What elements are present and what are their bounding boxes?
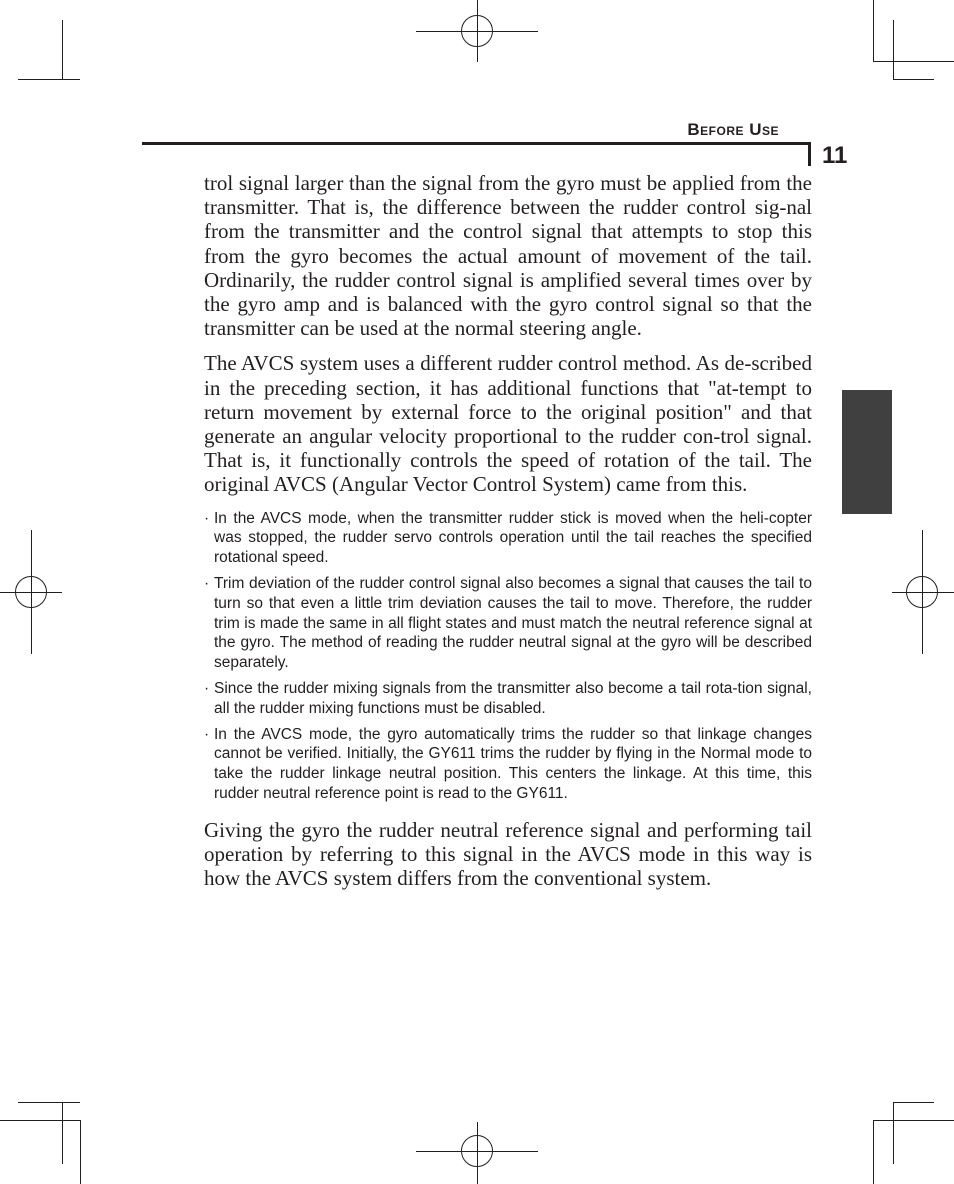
crop-mark [80,1120,81,1184]
crop-mark [873,0,874,62]
chapter-thumb-tab [842,390,892,514]
crop-mark [893,79,934,80]
body-paragraph: trol signal larger than the signal from the gyro must be applied from the transmitter. That is, the difference between the rudder control sig-nal from the transmitter and the control signal that attempts to stop this from the gyro becomes the actual amount of movement of the tail. Ordinarily, the rudder control signal is amplified several times over by the gyro amp and is balanced with the gyro control signal so that the transmitter can be used at the normal steering angle. [204,171,812,341]
header-tick [808,142,811,166]
crop-mark [893,20,894,80]
note-item [204,509,812,568]
bullet-dot: · [204,680,210,698]
note-text: In the AVCS mode, the gyro automatically trims the rudder so that linkage changes cannot be verified. Initially, the GY611 trims the rudder by flying in the Normal mode to take the rudder linkage neutral position. This centers the linkage. At this time, this rudder neutral reference point is read to the GY611. [214,725,812,802]
crop-mark [893,1102,934,1103]
page-content [204,171,812,901]
registration-circle [461,1135,493,1167]
body-paragraph: The AVCS system uses a different rudder control method. As de-scribed in the preceding section, it has additional functions that "at-tempt to return movement by external force to the original position" and that generate an angular velocity proportional to the rudder con-trol signal. That is, it functionally controls the speed of rotation of the tail. The original AVCS (Angular Vector Control System) came from this. [204,351,812,497]
registration-circle [461,15,493,47]
closing-paragraph: Giving the gyro the rudder neutral reference signal and performing tail operation by referring to this signal in the AVCS mode in this way is how the AVCS system differs from the conventional system. [204,817,812,891]
crop-mark [0,1120,80,1121]
section-title: Before Use [687,120,779,139]
note-item [204,725,812,804]
bullet-dot: · [204,509,210,527]
header-rule [142,142,811,145]
registration-circle [15,576,47,608]
crop-mark [62,1102,63,1164]
crop-mark [18,79,80,80]
crop-mark [62,20,63,80]
note-item [204,574,812,673]
crop-mark [893,1102,894,1164]
page-number: 11 [822,142,848,169]
crop-mark [873,1120,874,1184]
registration-circle [906,576,938,608]
bullet-dot: · [204,725,210,743]
bullet-dot: · [204,575,210,593]
note-item [204,679,812,719]
note-text: Since the rudder mixing signals from the transmitter also become a tail rota-tion signal, all the rudder mixing functions must be disabled. [214,680,812,717]
notes-list [204,509,812,804]
crop-mark [873,1120,954,1121]
note-text: In the AVCS mode, when the transmitter rudder stick is moved when the heli-copter was stopped, the rudder servo controls operation until the tail reaches the specified rotational speed. [214,509,812,567]
crop-mark [873,61,954,62]
crop-mark [18,1102,80,1103]
note-text: Trim deviation of the rudder control signal also becomes a signal that causes the tail to turn so that even a little trim deviation causes the tail to move. Therefore, the rudder trim is made the same in all flight states and must match the neutral reference signal at the gyro. The method of reading the rudder neutral signal at the gyro will be described separately. [214,575,812,672]
